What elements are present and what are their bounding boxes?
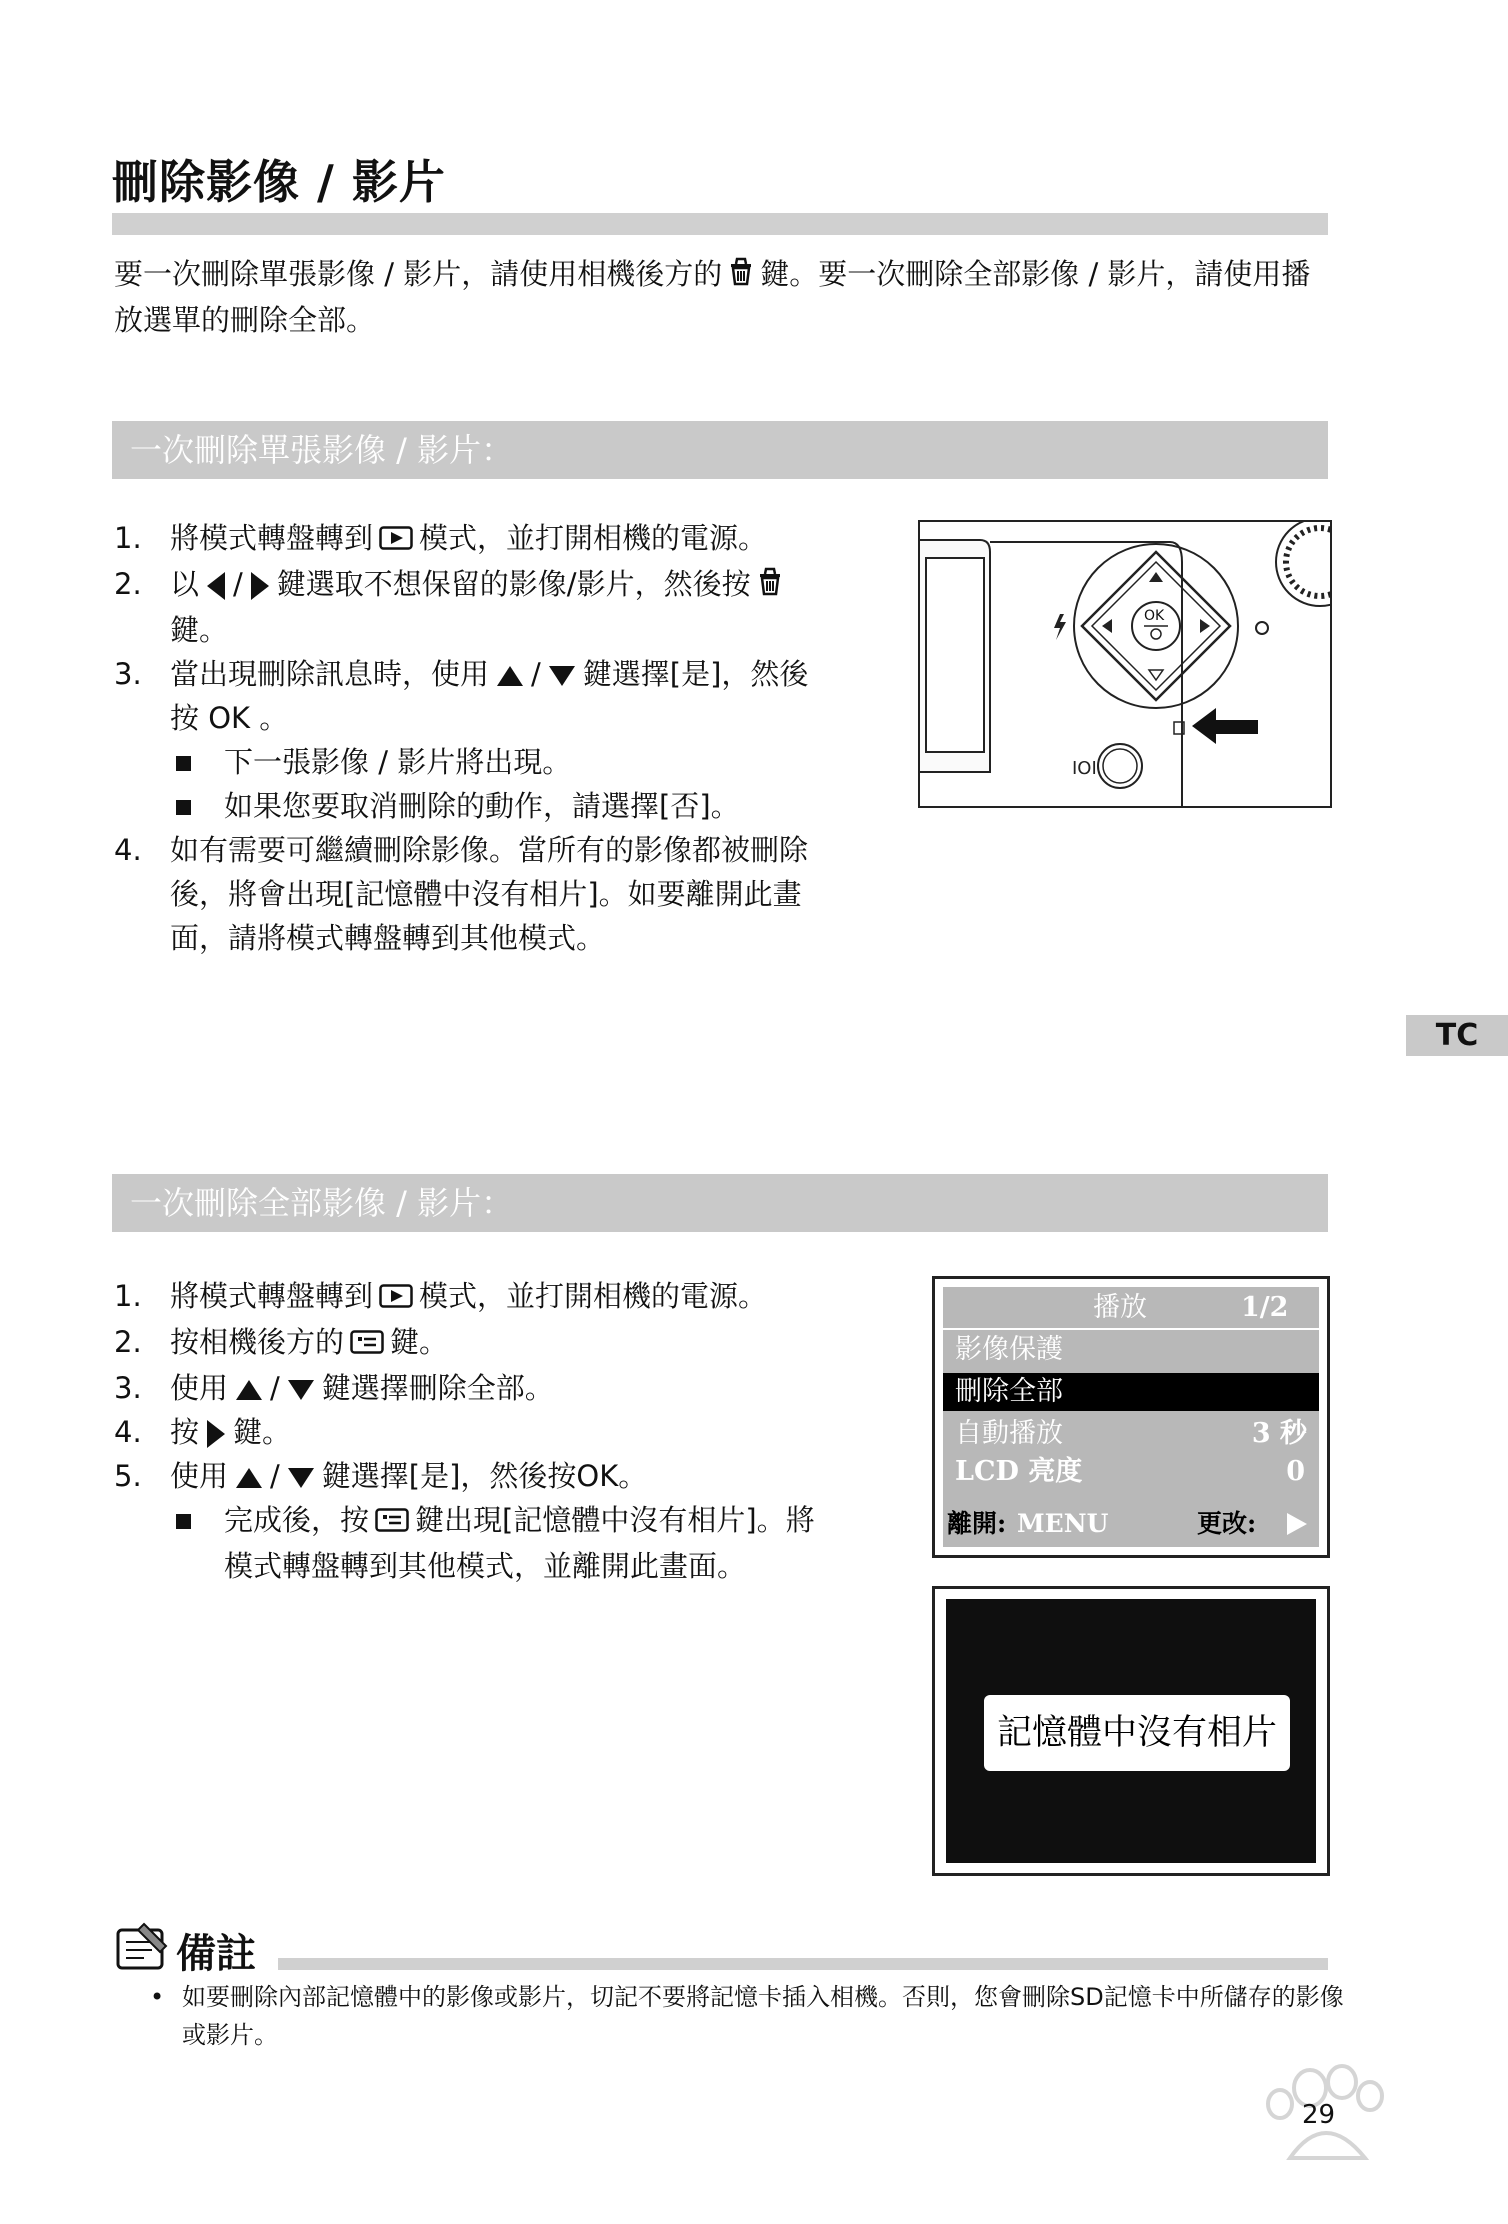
step-text: 模式，並打開相機的電源。	[419, 521, 768, 555]
step-text: 按	[170, 1415, 200, 1449]
bullet-text: 完成後，按	[224, 1503, 370, 1537]
menu-item-value: 0	[1286, 1456, 1305, 1487]
menu-icon	[350, 1322, 384, 1366]
note-rule	[278, 1958, 1328, 1970]
menu-item-label: 刪除全部	[955, 1376, 1063, 1407]
note-text: 如要刪除內部記憶體中的影像或影片，切記不要將記憶卡插入相機。否則，您會刪除SD記憶卡中所儲存的影像或影片。	[182, 1983, 1344, 2049]
step-text: 鍵選取不想保留的影像/影片，然後按	[276, 567, 751, 601]
step-number: 3.	[114, 1371, 142, 1405]
playback-icon	[379, 1276, 413, 1320]
bullet-item	[114, 1498, 824, 1588]
section2-steps	[114, 1274, 824, 1588]
note-paragraph	[150, 1978, 1362, 2054]
step-1	[114, 1274, 824, 1320]
page-number: 29	[1302, 2100, 1336, 2130]
step-4	[114, 1410, 824, 1454]
trash-icon	[757, 564, 783, 608]
square-bullet-icon	[176, 756, 191, 771]
menu-item-label: 自動播放	[955, 1418, 1063, 1449]
step-text: 當出現刪除訊息時，使用	[170, 657, 490, 691]
step-number: 4.	[114, 1415, 142, 1449]
step-5	[114, 1454, 824, 1498]
bullet-dot: •	[150, 1983, 165, 2011]
step-text: 鍵選擇[是]，然後按OK。	[321, 1459, 648, 1493]
bullet-item	[114, 784, 824, 828]
section1-heading: 一次刪除單張影像 / 影片：	[130, 431, 514, 469]
step-text: 鍵。	[390, 1325, 449, 1359]
step-2	[114, 562, 824, 652]
step-text: 按相機後方的	[170, 1325, 345, 1359]
title-rule	[112, 213, 1328, 235]
bullet-text: 如果您要取消刪除的動作，請選擇[否]。	[224, 789, 740, 823]
no-photo-message: 記憶體中沒有相片	[984, 1695, 1290, 1771]
down-arrow-icon	[288, 1468, 314, 1488]
step-3	[114, 652, 824, 740]
step-number: 1.	[114, 1279, 142, 1313]
svg-text:IOI: IOI	[1072, 758, 1097, 779]
menu-item[interactable]	[943, 1453, 1319, 1491]
down-arrow-icon	[549, 666, 575, 686]
menu-item-label: LCD 亮度	[955, 1456, 1083, 1487]
bullet-text: 鍵出現[記憶體中沒有相片]。將模式轉盤轉到其他模式，並離開此畫面。	[224, 1503, 815, 1583]
menu-title: 播放	[1093, 1292, 1147, 1323]
bullet-item	[114, 740, 824, 784]
step-text: 鍵選擇[是]，然後按 OK 。	[170, 657, 809, 735]
step-2	[114, 1320, 824, 1366]
square-bullet-icon	[176, 800, 191, 815]
menu-divider	[943, 1328, 1319, 1330]
separator: /	[531, 657, 541, 691]
up-arrow-icon	[236, 1380, 262, 1400]
right-arrow-icon	[251, 572, 269, 600]
screen-black	[946, 1599, 1316, 1863]
step-text: 鍵。	[233, 1415, 292, 1449]
menu-icon	[375, 1500, 409, 1544]
left-arrow-icon	[207, 572, 225, 600]
section1-steps	[114, 516, 824, 960]
step-3	[114, 1366, 824, 1410]
separator: /	[233, 567, 243, 601]
change-label: 更改:	[1197, 1509, 1257, 1538]
menu-page: 1/2	[1241, 1292, 1289, 1323]
step-number: 2.	[114, 567, 142, 601]
step-number: 2.	[114, 1325, 142, 1359]
playback-menu-screen	[932, 1276, 1330, 1558]
trash-icon	[728, 254, 754, 298]
step-text: 使用	[170, 1371, 229, 1405]
menu-footer	[943, 1505, 1319, 1543]
step-text: 模式，並打開相機的電源。	[419, 1279, 768, 1313]
up-arrow-icon	[497, 666, 523, 686]
menu-item[interactable]	[943, 1415, 1319, 1453]
step-text: 鍵選擇刪除全部。	[321, 1371, 554, 1405]
step-text: 鍵。	[170, 613, 229, 647]
step-4	[114, 828, 824, 960]
intro-text-2: 鍵。要一次刪除全部影像 / 影片，請使用播放選單的刪除全部。	[114, 257, 1311, 337]
step-text: 如有需要可繼續刪除影像。當所有的影像都被刪除後，將會出現[記憶體中沒有相片]。如要離開此畫面，請將模式轉盤轉到其他模式。	[170, 833, 809, 955]
up-arrow-icon	[236, 1468, 262, 1488]
step-text: 將模式轉盤轉到	[170, 521, 374, 555]
camera-back-illustration	[918, 520, 1332, 808]
menu-item-label: 影像保護	[955, 1334, 1063, 1365]
step-number: 3.	[114, 657, 142, 691]
menu-item-value: 3 秒	[1251, 1418, 1307, 1449]
step-1	[114, 516, 824, 562]
step-number: 1.	[114, 521, 142, 555]
note-icon	[114, 1920, 170, 1976]
menu-header	[943, 1289, 1319, 1327]
watermark-logo	[1080, 2048, 1420, 2208]
no-photo-screen	[932, 1586, 1330, 1876]
intro-paragraph	[114, 252, 1334, 342]
menu-item-selected[interactable]	[943, 1373, 1319, 1411]
step-number: 5.	[114, 1459, 142, 1493]
language-tab: TC	[1406, 1015, 1508, 1056]
separator: /	[270, 1371, 280, 1405]
right-arrow-icon	[207, 1420, 225, 1448]
exit-key: MENU	[1017, 1509, 1109, 1538]
bullet-text: 下一張影像 / 影片將出現。	[224, 745, 572, 779]
step-text: 以	[170, 567, 200, 601]
down-arrow-icon	[288, 1380, 314, 1400]
separator: /	[270, 1459, 280, 1493]
playback-icon	[379, 518, 413, 562]
exit-label: 離開:	[947, 1509, 1007, 1538]
section2-heading: 一次刪除全部影像 / 影片：	[130, 1184, 514, 1222]
right-arrow-icon	[1287, 1513, 1307, 1535]
ok-label: OK	[1144, 608, 1165, 624]
step-text: 將模式轉盤轉到	[170, 1279, 374, 1313]
page-title: 刪除影像 / 影片	[112, 155, 446, 209]
note-title: 備註	[176, 1931, 256, 1977]
square-bullet-icon	[176, 1514, 191, 1529]
intro-text-1: 要一次刪除單張影像 / 影片，請使用相機後方的	[114, 257, 723, 291]
menu-item[interactable]	[943, 1331, 1319, 1369]
menu-panel	[943, 1287, 1319, 1547]
step-text: 使用	[170, 1459, 229, 1493]
step-number: 4.	[114, 833, 142, 867]
